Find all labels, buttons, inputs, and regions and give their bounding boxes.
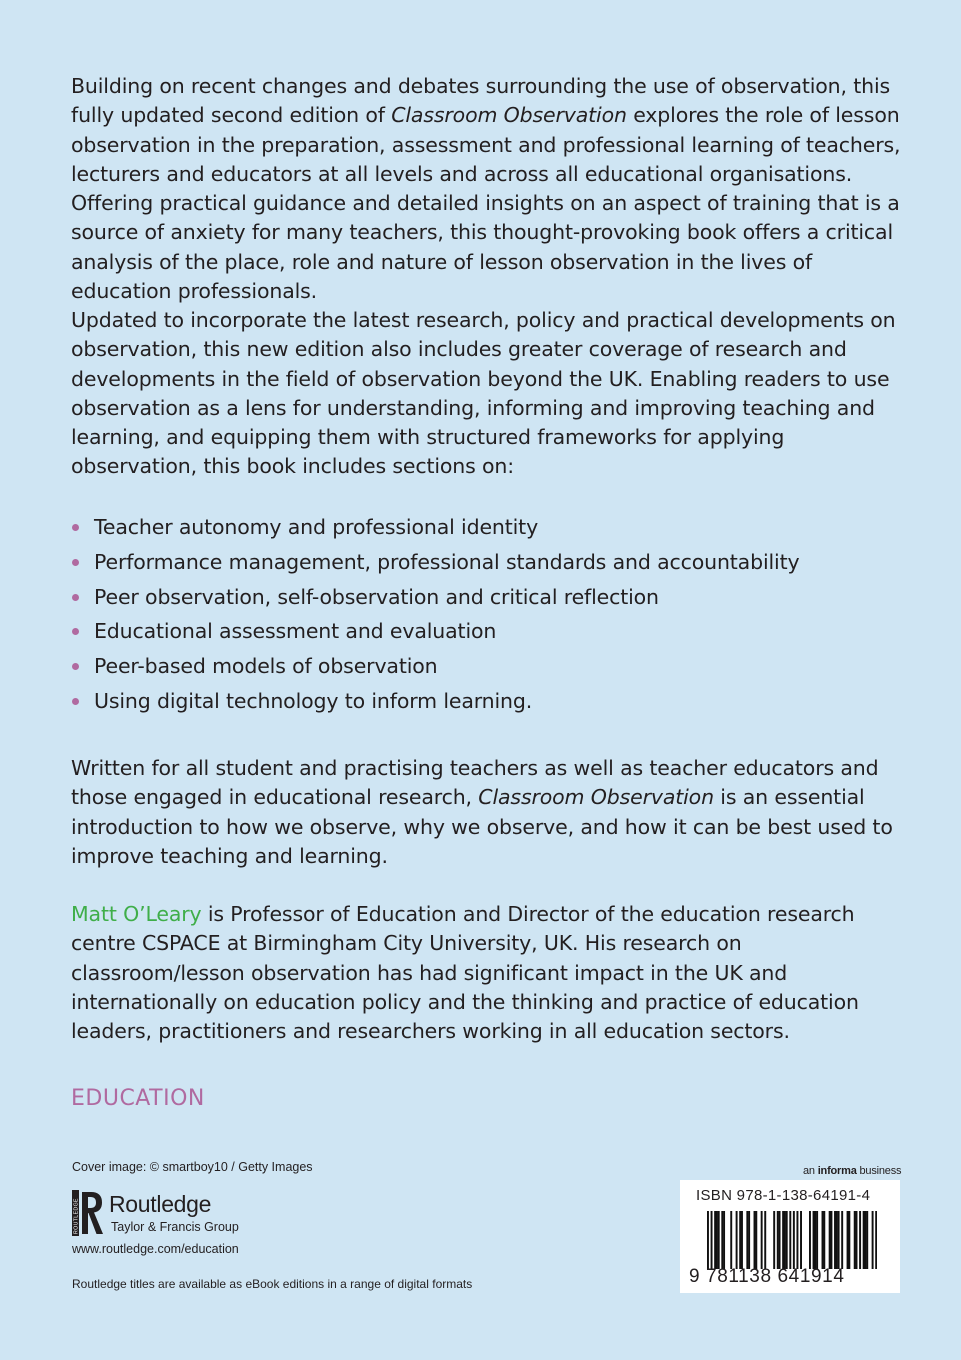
barcode-bar bbox=[707, 1211, 709, 1269]
subject-category: EDUCATION bbox=[71, 1086, 205, 1111]
barcode-bar bbox=[816, 1211, 818, 1269]
barcode-bar bbox=[755, 1211, 757, 1269]
description-paragraph-3: Written for all student and practising teachers as well as teacher educators and those engaged in educational research, Classroom Observation is an essential introduction to how we observe, why we observe, and how it can be best used to improve teaching and learning. bbox=[71, 756, 893, 868]
bullet-dot-icon bbox=[72, 698, 79, 705]
ebook-note: Routledge titles are available as eBook editions in a range of digital formats bbox=[72, 1277, 473, 1291]
author-name: Matt O’Leary bbox=[71, 902, 202, 926]
barcode-bar bbox=[793, 1211, 795, 1269]
barcode-digits: 9 781138 641914 bbox=[689, 1266, 845, 1287]
barcode-bar bbox=[863, 1211, 865, 1269]
list-item: Performance management, professional standards and accountability bbox=[71, 545, 799, 580]
bullet-dot-icon bbox=[72, 594, 79, 601]
barcode-bar bbox=[813, 1211, 815, 1269]
list-item: Teacher autonomy and professional identity bbox=[71, 510, 799, 545]
barcode-bar bbox=[721, 1211, 723, 1269]
barcode-bar bbox=[834, 1211, 836, 1269]
barcode-bar bbox=[782, 1211, 784, 1269]
barcode-bar bbox=[841, 1211, 843, 1269]
p1-text-a: Building on recent changes and debates surrounding the use of observation, this fully updated second edition of bbox=[71, 74, 891, 128]
barcode-bar bbox=[864, 1211, 866, 1269]
p3-book-title: Classroom Observation bbox=[478, 785, 714, 810]
barcode-bar bbox=[716, 1211, 718, 1269]
barcode-panel bbox=[680, 1180, 900, 1293]
bullet-dot-icon bbox=[72, 559, 79, 566]
barcode-bar bbox=[859, 1211, 861, 1269]
barcode-bar bbox=[784, 1211, 786, 1269]
cover-credit: Cover image: © smartboy10 / Getty Images bbox=[72, 1160, 313, 1174]
barcode-bar bbox=[761, 1211, 763, 1269]
barcode-bar bbox=[764, 1211, 766, 1269]
barcode-bar bbox=[848, 1211, 850, 1269]
description-paragraph-2: Updated to incorporate the latest research, policy and practical developments on observation, this new edition also includes greater coverage of research and developments in the field of observation beyond the UK. Enabling readers to use observation as a lens for understanding, informing and improving teaching and learning, and equipping them with structured frameworks for applying observation, this book includes sections on: bbox=[71, 308, 896, 479]
p1-text-b: explores the role of lesson observation in the preparation, assessment and professional learning of teachers, lecturers and educators at all levels and across all educational organisations. Offering practical guidance and detailed insights on an aspect of training that is a source of anxiety for many teachers, this thought-provoking book offers a critical analysis of the place, role and nature of lesson observation in the lives of education professionals. bbox=[71, 103, 901, 304]
barcode-bar bbox=[741, 1211, 743, 1269]
barcode-bar bbox=[822, 1211, 824, 1269]
barcode-bar bbox=[866, 1211, 868, 1269]
list-item: Educational assessment and evaluation bbox=[71, 614, 799, 649]
list-item: Using digital technology to inform learning. bbox=[71, 684, 799, 719]
barcode-bar bbox=[800, 1211, 802, 1269]
barcode-icon bbox=[707, 1211, 877, 1269]
bullet-dot-icon bbox=[72, 628, 79, 635]
barcode-bar bbox=[829, 1211, 831, 1269]
barcode-bar bbox=[854, 1211, 856, 1269]
barcode-bar bbox=[809, 1211, 811, 1269]
publisher-website: www.routledge.com/education bbox=[72, 1242, 239, 1256]
barcode-bar bbox=[856, 1211, 858, 1269]
barcode-bar bbox=[723, 1211, 725, 1269]
barcode-bar bbox=[748, 1211, 750, 1269]
barcode-bar bbox=[814, 1211, 816, 1269]
description-paragraph-1 bbox=[71, 72, 911, 306]
p1-book-title: Classroom Observation bbox=[391, 103, 627, 128]
bullet-dot-icon bbox=[72, 524, 79, 531]
barcode-bar bbox=[711, 1211, 713, 1269]
barcode-bar bbox=[838, 1211, 840, 1269]
barcode-bar bbox=[736, 1211, 738, 1269]
topics-list bbox=[71, 510, 799, 719]
barcode-bar bbox=[714, 1211, 716, 1269]
barcode-bar bbox=[830, 1211, 832, 1269]
list-item: Peer observation, self-observation and critical reflection bbox=[71, 580, 799, 615]
publisher-name: Routledge bbox=[109, 1191, 212, 1217]
barcode-bar bbox=[779, 1211, 781, 1269]
barcode-bar bbox=[847, 1211, 849, 1269]
barcode-bar bbox=[754, 1211, 756, 1269]
barcode-bar bbox=[875, 1211, 877, 1269]
barcode-bar bbox=[789, 1211, 791, 1269]
list-item: Peer-based models of observation bbox=[71, 649, 799, 684]
routledge-r-icon bbox=[72, 1190, 106, 1236]
informa-business-label: an informa business bbox=[803, 1165, 902, 1177]
barcode-bar bbox=[739, 1211, 741, 1269]
barcode-bar bbox=[718, 1211, 720, 1269]
barcode-bar bbox=[823, 1211, 825, 1269]
barcode-bar bbox=[872, 1211, 874, 1269]
barcode-bar bbox=[777, 1211, 779, 1269]
barcode-bar bbox=[746, 1211, 748, 1269]
bullet-dot-icon bbox=[72, 663, 79, 670]
barcode-bar bbox=[786, 1211, 788, 1269]
logo-vertical-text: ROUTLEDGE bbox=[73, 1198, 80, 1234]
barcode-bar bbox=[836, 1211, 838, 1269]
informa-brand: informa bbox=[817, 1165, 857, 1177]
barcode-bar bbox=[730, 1211, 732, 1269]
isbn-number: ISBN 978-1-138-64191-4 bbox=[696, 1187, 871, 1204]
author-bio: Matt O’Leary is Professor of Education and Director of the education research centre CSPACE at Birmingham City University, UK. His research on classroom/lesson observation has had significant impact in the UK and internationally on education policy and the thinking and practice of education leaders, practitioners and researchers working in all education sectors. bbox=[71, 902, 859, 1044]
barcode-bar bbox=[773, 1211, 775, 1269]
barcode-bar bbox=[796, 1211, 798, 1269]
publisher-group: Taylor & Francis Group bbox=[111, 1220, 239, 1234]
